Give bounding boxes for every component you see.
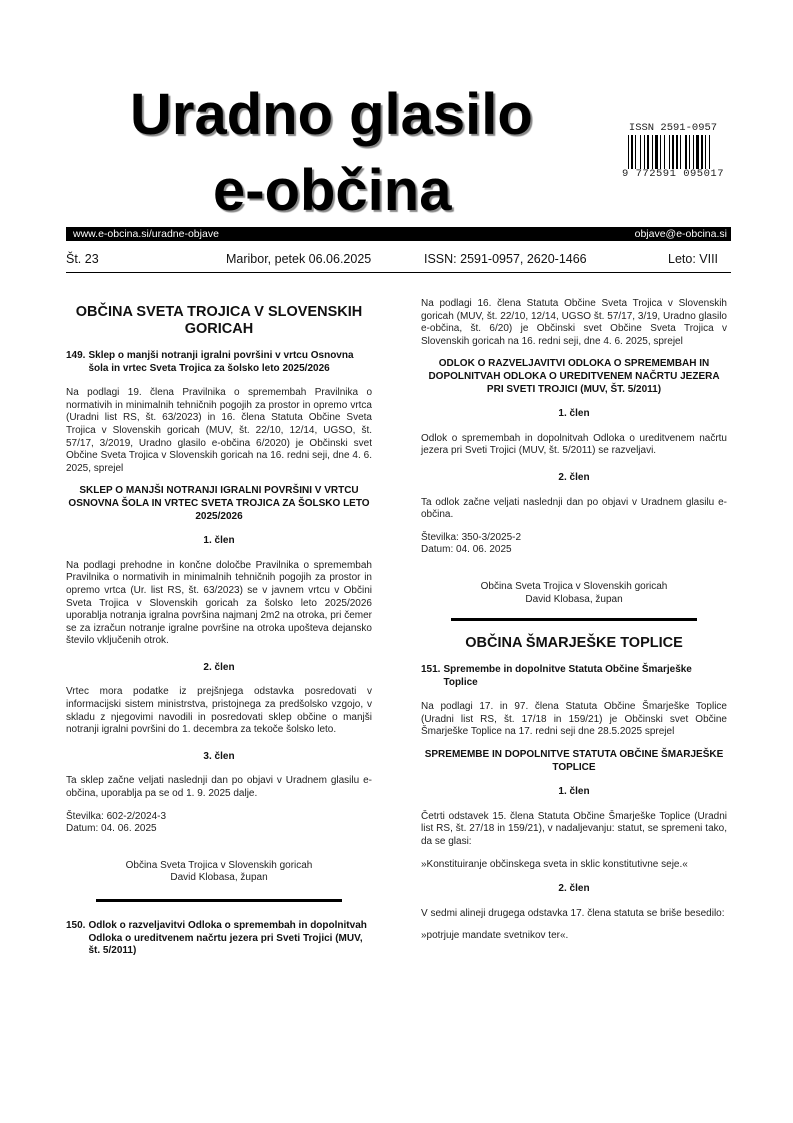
barcode-bar [628,135,629,169]
section-divider [96,899,342,902]
org-heading-smarjeske-toplice: OBČINA ŠMARJEŠKE TOPLICE [465,635,683,652]
barcode-bar [647,135,649,169]
odlok-datum: Datum: 04. 06. 2025 [421,544,512,556]
statut-clen-1-heading: 1. člen [558,786,590,798]
item-151-number: 151. [421,664,441,676]
barcode-bar [672,135,674,169]
sklep-heading: SKLEP O MANJŠI NOTRANJI IGRALNI POVRŠINI V VRTCU OSNOVNA ŠOLA IN VRTEC SVETA TROJICA ZA ŠOLSKO LETO 2025/2026 [68,485,370,522]
clen-2-heading: 2. člen [203,661,235,673]
intro-paragraph-odlok: Na podlagi 16. člena Statuta Občine Sveta Trojica v Slovenskih goricah (MUV, št. 22/10, 12/14, UGSO št. 57/17, 3/19, Uradno glasilo e-občina, št. 6/20) je Občinski svet Občine Sveta Trojica v Slovenskih goricah na 16. redni seji, dne 4. 6. 2025, sprejel [421,298,727,347]
odlok-clen-2-heading: 2. člen [558,471,590,483]
clen-3-text: Ta sklep začne veljati naslednji dan po objavi v Uradnem glasilu e-občina, uporablja pa se od 1. 9. 2025 dalje. [66,775,372,800]
odlok-signature-name: David Klobasa, župan [525,593,623,605]
barcode-bar [701,135,703,169]
barcode-bar [705,135,706,169]
masthead-title-line2: e-občina [213,158,452,223]
barcode-bar [640,135,641,169]
barcode-bar [664,135,665,169]
statut-clen-2-heading: 2. člen [558,883,590,895]
item-151-title: Spremembe in dopolnitve Statuta Občine Šmarješke Toplice [443,664,692,688]
spremembe-heading: SPREMEMBE IN DOPOLNITVE STATUTA OBČINE ŠMARJEŠKE TOPLICE [424,749,724,773]
website-link[interactable]: www.e-obcina.si/uradne-objave [73,228,219,240]
odlok-stevilka: Številka: 350-3/2025-2 [421,531,522,543]
barcode-image [628,135,732,169]
top-info-bar [66,227,731,241]
item-151 [421,664,727,689]
barcode-bar [689,135,690,169]
statut-clen-1-text: Četrti odstavek 15. člena Statuta Občine Šmarješke Toplice (Uradni list RS, št. 27/18 in 159/21), v nadaljevanju: statut, se spremeni tako, da se glasi: [421,810,727,848]
item-150-title: Odlok o razveljavitvi Odloka o spremembah in dopolnitvah Odloka o ureditvenem načrtu jezera pri Sveti Trojici (MUV, št. 5/2011) [88,920,367,957]
masthead-title-line1: Uradno glasilo [130,82,533,147]
barcode-bar [685,135,687,169]
barcode-bar [631,135,633,169]
odlok-heading: ODLOK O RAZVELJAVITVI ODLOKA O SPREMEMBAH IN DOPOLNITVAH ODLOKA O UREDITVENEM NAČRTU JEZERA PRI SVETI TROJICI (MUV, ŠT. 5/2011) [428,358,720,395]
issue-issn: ISSN: 2591-0957, 2620-1466 [424,252,587,266]
issn-label: ISSN 2591-0957 [628,122,718,134]
barcode-bar [635,135,636,169]
intro-paragraph: Na podlagi 19. člena Pravilnika o spremembah Pravilnika o normativih in minimalnih tehničnih pogojih za prostor in opremo vrtca (Uradni list RS, št. 63/2023) in 16. člena Statuta Občine Sveta Trojica v Slovenskih goricah (MUV, št. 22/10, 12/14, UGSO, št. 57/17, 3/2019, Uradno glasilo e-občina 6/2020) je Občinski svet Občine Sveta Trojica v Slovenskih goricah na 16. redni seji, dne 4. 6. 2025, sprejel [66,387,372,474]
odlok-signature-org: Občina Sveta Trojica v Slovenskih goricah [480,580,668,592]
statut-quote-2: »potrjuje mandate svetnikov ter«. [421,930,569,942]
issue-place-date: Maribor, petek 06.06.2025 [226,252,372,266]
email-link[interactable]: objave@e-obcina.si [634,228,727,240]
clen-1-heading: 1. člen [203,535,235,547]
clen-3-heading: 3. člen [203,750,235,762]
header-divider [66,272,731,273]
barcode-bar [655,135,658,169]
odlok-clen-1-text: Odlok o spremembah in dopolnitvah Odloka o ureditvenem načrtu jezera pri Sveti Trojici (MUV, št. 5/2011) se razveljavi. [421,432,727,457]
intro-paragraph-statut: Na podlagi 17. in 97. člena Statuta Občine Šmarješke Toplice (Uradni list RS, št. 17/18 in 159/21) je Občinski svet Občine Šmarješke Toplice na 17. redni seji dne 28.5.2025 sprejel [421,701,727,738]
section-divider-right [451,618,697,621]
barcode-bar [709,135,710,169]
statut-clen-2-text: V sedmi alineji drugega odstavka 17. člena statuta se briše besedilo: [421,907,725,919]
clen-2-text: Vrtec mora podatke iz prejšnjega odstavka posredovati v informacijski sistem ministrstva, pristojnega za predšolsko vzgojo, v skladu z njegovimi navodili in posredovati sklep občine o manjši notranji igralni površini do 1. decembra za tekoče šolsko leto. [66,686,372,736]
signature-name: David Klobasa, župan [170,872,268,884]
datum: Datum: 04. 06. 2025 [66,823,157,835]
odlok-clen-1-heading: 1. člen [558,408,590,420]
issn-barcode-block [622,122,732,180]
org-heading-sveta-trojica: OBČINA SVETA TROJICA V SLOVENSKIH GORICAH [75,304,363,337]
left-column [66,304,372,970]
barcode-bar [693,135,694,169]
issue-year: Leto: VIII [668,252,719,266]
item-149-title: Sklep o manjši notranji igralni površini v vrtcu Osnovna šola in vrtec Sveta Trojica za šolsko leto 2025/2026 [88,350,354,374]
barcode-digits: 9 772591 095017 [622,168,725,180]
right-column [421,298,727,953]
item-149-number: 149. [66,350,86,361]
issue-number: Št. 23 [66,252,99,266]
barcode-bar [669,135,670,169]
clen-1-text: Na podlagi prehodne in končne določbe Pravilnika o spremembah Pravilnika o normativih in minimalnih tehničnih pogojih za prostor in opremo vrtca (Ur. list RS, št. 63/2023) se v javnem vrtcu v Občini Sveta Trojica v Slovenskih goricah za šolsko leto 2025/2026 uporablja notranja igralna površina najmanj 2m2 na otroka, pri čemer se za izračun notranje igralne površine na otroka upošteva dejansko število vključenih otrok. [66,559,372,647]
barcode-bar [696,135,699,169]
barcode-bar [680,135,681,169]
signature-org: Občina Sveta Trojica v Slovenskih goricah [125,859,313,871]
item-150 [66,920,372,958]
barcode-bar [652,135,653,169]
statut-quote-1: »Konstituiranje občinskega sveta in sklic konstitutivne seje.« [421,858,688,870]
item-149 [66,350,372,375]
barcode-bar [660,135,661,169]
item-150-number: 150. [66,920,86,931]
barcode-bar [676,135,678,169]
barcode-bar [644,135,645,169]
odlok-clen-2-text: Ta odlok začne veljati naslednji dan po objavi v Uradnem glasilu e-občina. [421,496,727,521]
stevilka: Številka: 602-2/2024-3 [66,810,167,822]
